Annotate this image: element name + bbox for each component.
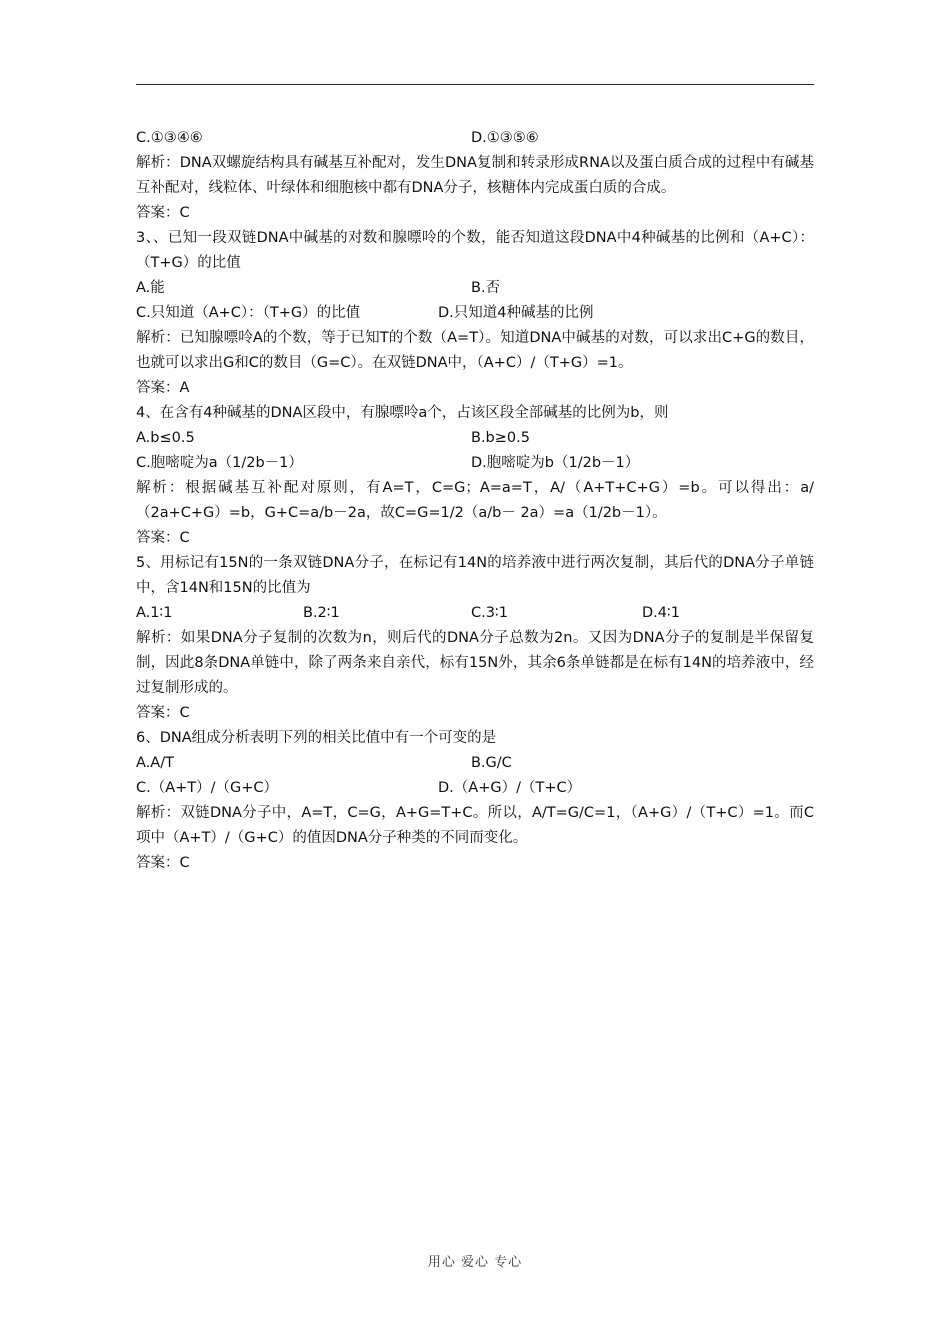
q4-options-cd [136, 451, 814, 476]
q6-option-a: A.A/T [136, 755, 174, 771]
q2-answer: 答案：C [136, 205, 190, 221]
q4-option-b: B.b≥0.5 [471, 430, 530, 446]
q5-analysis: 解析：如果DNA分子复制的次数为n，则后代的DNA分子总数为2n。又因为DNA分子的复制是半保留复制，因此8条DNA单链中，除了两条来自亲代，标有15N外，其余6条单链都是在标有14N的培养液中，经过复制形成的。 [136, 630, 814, 696]
q5-answer: 答案：C [136, 705, 190, 721]
q2-option-c: C.①③④⑥ [136, 130, 203, 146]
q4-answer: 答案：C [136, 530, 190, 546]
q5-option-b: B.2∶1 [303, 605, 340, 621]
q3-analysis: 解析：已知腺嘌呤A的个数，等于已知T的个数（A=T）。知道DNA中碱基的对数，可以求出C+G的数目，也就可以求出G和C的数目（G=C）。在双链DNA中，（A+C）/（T+G）=1。 [136, 330, 814, 371]
document-body [136, 126, 814, 876]
q4-stem: 4、在含有4种碱基的DNA区段中，有腺嘌呤a个，占该区段全部碱基的比例为b，则 [136, 405, 669, 421]
q3-answer: 答案：A [136, 380, 190, 396]
q2-options-cd [136, 126, 814, 151]
q3-options-ab [136, 276, 814, 301]
q2-option-d: D.①③⑤⑥ [471, 130, 539, 146]
page-footer: 用心 爱心 专心 [427, 1255, 523, 1270]
q5-option-d: D.4∶1 [642, 605, 680, 621]
q6-answer: 答案：C [136, 855, 190, 871]
q5-option-c: C.3∶1 [471, 605, 508, 621]
q4-option-c: C.胞嘧啶为a（1/2b－1） [136, 455, 303, 471]
q3-option-b: B.否 [471, 280, 501, 296]
q3-option-d: D.只知道4种碱基的比例 [438, 305, 594, 321]
q3-options-cd [136, 301, 814, 326]
q6-analysis: 解析：双链DNA分子中，A=T，C=G，A+G=T+C。所以，A/T=G/C=1，（A+G）/（T+C）=1。而C项中（A+T）/（G+C）的值因DNA分子种类的不同而变化。 [136, 805, 814, 846]
q2-analysis: 解析：DNA双螺旋结构具有碱基互补配对，发生DNA复制和转录形成RNA以及蛋白质合成的过程中有碱基互补配对，线粒体、叶绿体和细胞核中都有DNA分子，核糖体内完成蛋白质的合成。 [136, 155, 814, 196]
q3-option-a: A.能 [136, 280, 165, 296]
q6-option-d: D.（A+G）/（T+C） [438, 780, 582, 796]
q6-option-b: B.G/C [471, 755, 512, 771]
q4-option-a: A.b≤0.5 [136, 430, 195, 446]
q6-options-cd [136, 776, 814, 801]
header-rule [136, 84, 814, 85]
q5-options [136, 601, 814, 626]
q5-option-a: A.1∶1 [136, 605, 173, 621]
q6-stem: 6、DNA组成分析表明下列的相关比值中有一个可变的是 [136, 730, 497, 746]
q5-stem: 5、用标记有15N的一条双链DNA分子，在标记有14N的培养液中进行两次复制，其后代的DNA分子单链中，含14N和15N的比值为 [136, 555, 814, 596]
q4-option-d: D.胞嘧啶为b（1/2b－1） [471, 455, 640, 471]
q4-analysis: 解析：根据碱基互补配对原则，有A=T，C=G；A=a=T，A/（A+T+C+G）=b。可以得出：a/（2a+C+G）=b，G+C=a/b－2a，故C=G=1/2（a/b－ 2a）=a（1/2b－1）。 [136, 480, 814, 521]
q6-option-c: C.（A+T）/（G+C） [136, 780, 279, 796]
q3-option-c: C.只知道（A+C）：（T+G）的比值 [136, 305, 361, 321]
q4-options-ab [136, 426, 814, 451]
q3-stem: 3、、已知一段双链DNA中碱基的对数和腺嘌呤的个数，能否知道这段DNA中4种碱基的比例和（A+C）：（T+G）的比值 [136, 230, 814, 271]
q6-options-ab [136, 751, 814, 776]
